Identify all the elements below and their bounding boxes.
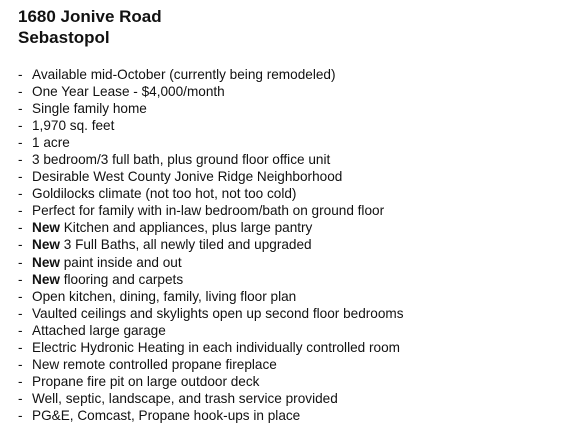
bullet-dash: - (18, 373, 23, 389)
list-item (18, 66, 404, 83)
list-item-label: 1 acre (32, 135, 70, 151)
list-item-text (32, 271, 183, 288)
list-item-text (32, 288, 296, 305)
bullet-dash: - (18, 135, 23, 151)
list-item-text (32, 66, 335, 83)
list-item-emphasis: New (32, 220, 60, 236)
list-item-emphasis: New (32, 271, 60, 287)
bullet-dash: - (18, 390, 23, 406)
bullet-dash: - (18, 288, 23, 304)
list-item-label: Vaulted ceilings and skylights open up second floor bedrooms (32, 305, 404, 321)
list-item-label: paint inside and out (59, 254, 182, 270)
list-item (18, 356, 404, 373)
bullet-dash: - (18, 271, 23, 287)
list-item-label: One Year Lease - $4,000/month (32, 84, 225, 100)
list-item (18, 271, 404, 288)
list-item-label: Perfect for family with in-law bedroom/bath on ground floor (32, 203, 385, 219)
list-item (18, 117, 404, 134)
list-item (18, 100, 404, 117)
list-item-label: New remote controlled propane fireplace (32, 356, 277, 372)
city-line: Sebastopol (18, 28, 110, 47)
list-item-label: Desirable West County Jonive Ridge Neighborhood (32, 169, 343, 185)
bullet-dash: - (18, 407, 23, 423)
list-item-text (32, 390, 338, 407)
list-item (18, 168, 404, 185)
list-item-text (32, 151, 330, 168)
list-item-text (32, 219, 312, 236)
list-item-text (32, 407, 300, 424)
list-item-text (32, 100, 147, 117)
list-item (18, 288, 404, 305)
bullet-dash: - (18, 186, 23, 202)
list-item-text (32, 117, 114, 134)
bullet-dash: - (18, 67, 23, 82)
list-item-text (32, 356, 277, 373)
list-item-text (32, 339, 400, 356)
list-item (18, 339, 404, 356)
list-item (18, 373, 404, 390)
list-item-text (32, 254, 182, 271)
list-item-text (32, 322, 166, 339)
bullet-dash: - (18, 101, 23, 117)
list-item (18, 151, 404, 168)
list-item-label: Well, septic, landscape, and trash service provided (32, 390, 338, 406)
list-item (18, 254, 404, 271)
list-item-label: Propane fire pit on large outdoor deck (32, 373, 260, 389)
list-item (18, 83, 404, 100)
address-line: 1680 Jonive Road (18, 7, 162, 26)
bullet-dash: - (18, 322, 23, 338)
list-item-emphasis: New (32, 254, 60, 270)
bullet-dash: - (18, 152, 23, 168)
bullet-dash: - (18, 220, 23, 236)
list-item (18, 185, 404, 202)
list-item-label: Goldilocks climate (not too hot, not too cold) (32, 186, 297, 202)
list-item-label: PG&E, Comcast, Propane hook-ups in place (32, 407, 301, 423)
list-item-label: Open kitchen, dining, family, living floor plan (32, 288, 297, 304)
bullet-dash: - (18, 169, 23, 185)
list-item-label: Available mid-October (currently being remodeled) (32, 67, 336, 82)
list-item-text (32, 305, 404, 322)
bullet-dash: - (18, 203, 23, 219)
list-item-label: 3 bedroom/3 full bath, plus ground floor office unit (32, 152, 331, 168)
list-item (18, 202, 404, 219)
list-item-text (32, 202, 384, 219)
list-item-text (32, 168, 342, 185)
list-item (18, 134, 404, 151)
list-item (18, 305, 404, 322)
list-item (18, 407, 404, 424)
list-item (18, 322, 404, 339)
listing-page (18, 6, 568, 423)
bullet-dash: - (18, 305, 23, 321)
bullet-dash: - (18, 118, 23, 134)
list-item-text (32, 185, 296, 202)
list-item-label: Single family home (32, 101, 147, 117)
list-item-label: 1,970 sq. feet (32, 118, 115, 134)
bullet-dash: - (18, 339, 23, 355)
bullet-dash: - (18, 237, 23, 253)
list-item-label: 3 Full Baths, all newly tiled and upgraded (59, 237, 312, 253)
list-item-label: Electric Hydronic Heating in each individually controlled room (32, 339, 400, 355)
list-item-text (32, 134, 70, 151)
list-item-label: flooring and carpets (59, 271, 184, 287)
feature-list (18, 66, 404, 424)
bullet-dash: - (18, 84, 23, 100)
list-item-text (32, 373, 259, 390)
list-item-label: Attached large garage (32, 322, 166, 338)
list-item-emphasis: New (32, 237, 60, 253)
list-item (18, 219, 404, 236)
list-item (18, 390, 404, 407)
bullet-dash: - (18, 254, 23, 270)
list-item-label: Kitchen and appliances, plus large pantry (59, 220, 313, 236)
list-item (18, 236, 404, 253)
list-item-text (32, 83, 225, 100)
list-item-text (32, 236, 312, 253)
bullet-dash: - (18, 356, 23, 372)
